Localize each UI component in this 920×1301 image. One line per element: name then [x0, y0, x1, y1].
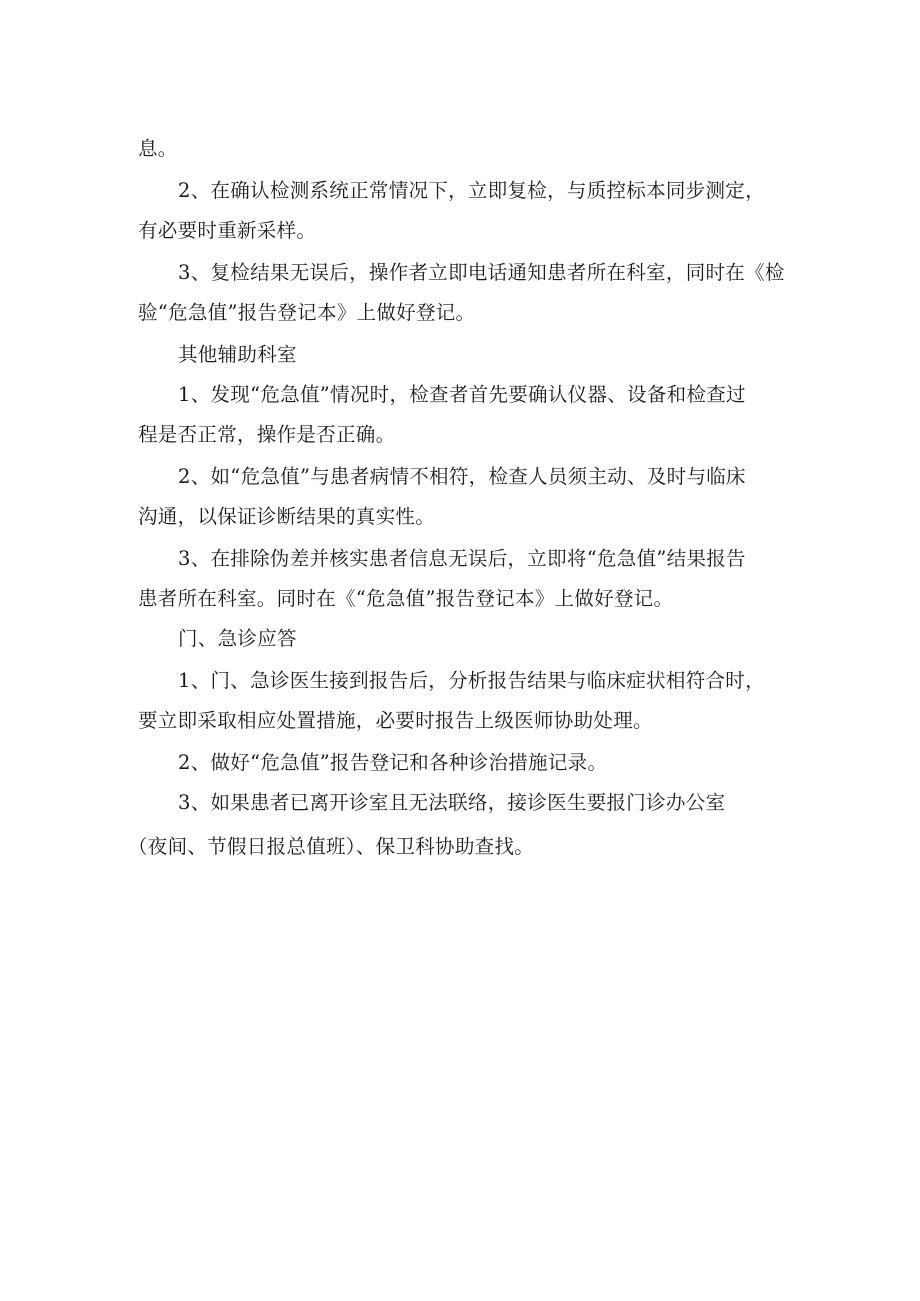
text-line: 有必要时重新采样。 [138, 219, 317, 242]
text-line: 验“危急值”报告登记本》上做好登记。 [138, 301, 476, 324]
text-line: 1、门、急诊医生接到报告后，分析报告结果与临床症状相符合时， [178, 669, 765, 692]
text-line: 2、如“危急值”与患者病情不相符，检查人员须主动、及时与临床 [178, 465, 746, 488]
text-line: 程是否正常，操作是否正确。 [138, 423, 396, 446]
text-line: 3、如果患者已离开诊室且无法联络，接诊医生要报门诊办公室 [178, 791, 726, 814]
text-line: 2、做好“危急值”报告登记和各种诊治措施记录。 [178, 751, 608, 774]
text-line: （夜间、节假日报总值班）、保卫科协助查找。 [128, 835, 535, 858]
text-line: 患者所在科室。同时在《“危急值”报告登记本》上做好登记。 [138, 587, 674, 610]
text-line: 息。 [138, 137, 178, 160]
text-line: 3、复检结果无误后，操作者立即电话通知患者所在科室，同时在《检 [178, 261, 785, 284]
section-heading: 门、急诊应答 [178, 627, 297, 650]
section-heading: 其他辅助科室 [178, 343, 297, 366]
text-line: 3、在排除伪差并核实患者信息无误后，立即将“危急值”结果报告 [178, 547, 746, 570]
text-line: 1、发现“危急值”情况时，检查者首先要确认仪器、设备和检查过 [178, 383, 746, 406]
text-line: 沟通，以保证诊断结果的真实性。 [138, 505, 436, 528]
text-line: 2、在确认检测系统正常情况下，立即复检，与质控标本同步测定， [178, 179, 765, 202]
text-line: 要立即采取相应处置措施，必要时报告上级医师协助处理。 [138, 709, 653, 732]
